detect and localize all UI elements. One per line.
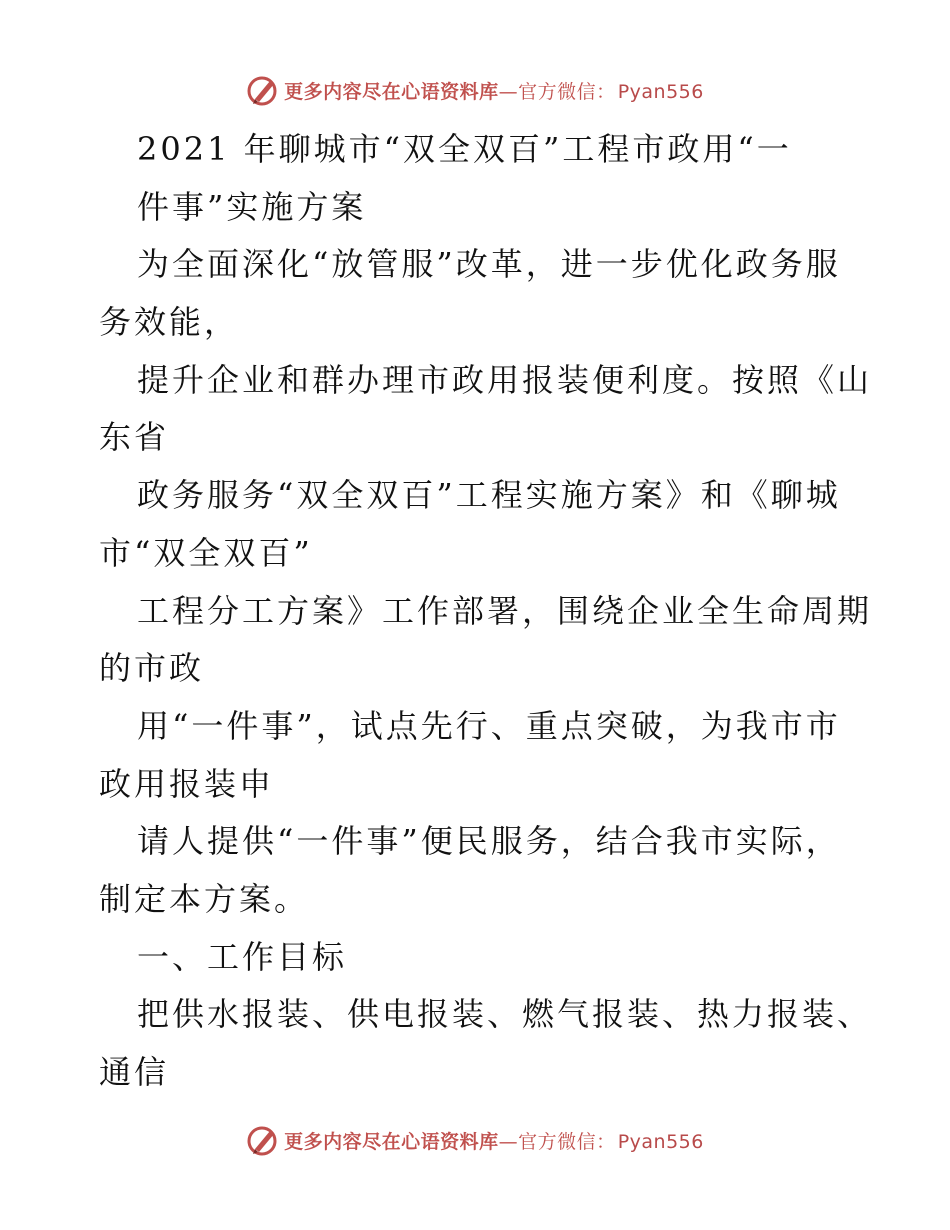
banner-separator: — (498, 1130, 519, 1153)
header-banner (0, 68, 950, 112)
text-line: 2021 年聊城市“双全双百”工程市政用“一 (137, 130, 792, 168)
banner-text (284, 1127, 704, 1154)
footer-banner (0, 1118, 950, 1162)
banner-wechat-id: Pyan556 (617, 1130, 704, 1153)
banner-text (284, 77, 704, 104)
text-line: 把供水报装、供电报装、燃气报装、热力报装、 (137, 995, 873, 1034)
text-line: 用“一件事”，试点先行、重点突破，为我市市 (137, 706, 841, 745)
banner-wechat-id: Pyan556 (617, 80, 704, 103)
text-line: 务效能， (99, 303, 240, 342)
text-line: 市“双全双百” (99, 533, 313, 572)
text-line: 请人提供“一件事”便民服务，结合我市实际， (137, 822, 841, 861)
banner-main-text: 更多内容尽在心语资料库 (284, 80, 499, 103)
text-line: 制定本方案。 (99, 879, 310, 918)
banner-wechat-label: 官方微信： (518, 80, 616, 103)
text-line: 东省 (99, 418, 170, 457)
text-line: 政务服务“双全双百”工程实施方案》和《聊城 (137, 476, 841, 515)
text-line: 提升企业和群办理市政用报装便利度。按照《山 (137, 360, 873, 399)
pen-logo-icon (246, 73, 280, 107)
text-line: 通信 (99, 1053, 170, 1091)
banner-wechat-label: 官方微信： (518, 1130, 616, 1153)
text-line: 为全面深化“放管服”改革，进一步优化政务服 (137, 245, 841, 284)
text-line: 件事”实施方案 (137, 187, 367, 226)
text-line: 政用报装申 (99, 764, 275, 803)
text-line: 工程分工方案》工作部署，围绕企业全生命周期 (137, 591, 873, 630)
text-line: 的市政 (99, 649, 205, 688)
banner-main-text: 更多内容尽在心语资料库 (284, 1130, 499, 1153)
banner-separator: — (498, 80, 519, 103)
text-line: 一、工作目标 (137, 937, 348, 976)
pen-logo-icon (246, 1123, 280, 1157)
document-body (99, 121, 873, 1102)
